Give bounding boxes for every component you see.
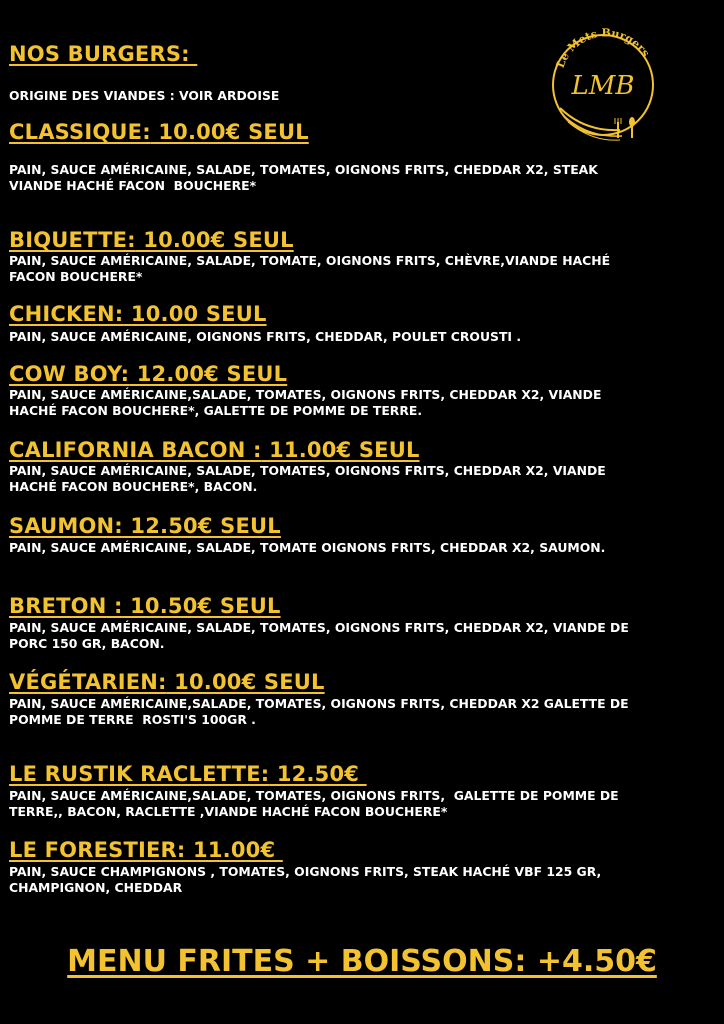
burger-description: PAIN, SAUCE AMÉRICAINE, SALADE, TOMATE OIGNONS FRITS, CHEDDAR X2, SAUMON. xyxy=(9,540,606,555)
logo-monogram: LMB xyxy=(571,71,635,101)
burger-description: PAIN, SAUCE AMÉRICAINE, SALADE, TOMATES, OIGNONS FRITS, CHEDDAR X2, STEAK VIANDE HACHÉ FACON BOUCHERE* xyxy=(9,162,598,193)
menu-option-banner: MENU FRITES + BOISSONS: +4.50€ xyxy=(67,944,657,979)
burger-description: PAIN, SAUCE CHAMPIGNONS , TOMATES, OIGNONS FRITS, STEAK HACHÉ VBF 125 GR, CHAMPIGNON, CHEDDAR xyxy=(9,864,602,895)
logo-brand-text: Le Mets Burgers xyxy=(553,26,653,70)
cutlery-plate-icon xyxy=(540,22,666,148)
burger-title xyxy=(9,120,309,144)
burger-name: LE RUSTIK RACLETTE: xyxy=(9,762,270,786)
burger-price: 12.00€ SEUL xyxy=(129,362,288,386)
burger-description: PAIN, SAUCE AMÉRICAINE, SALADE, TOMATES, OIGNONS FRITS, CHEDDAR X2, VIANDE DE PORC 150 GR, BACON. xyxy=(9,620,629,651)
burger-title xyxy=(9,670,325,694)
burger-title xyxy=(9,438,420,462)
burger-name: CALIFORNIA BACON : xyxy=(9,438,262,462)
svg-text:Le Mets Burgers xyxy=(554,26,653,69)
restaurant-logo xyxy=(540,22,666,148)
burger-description: PAIN, SAUCE AMÉRICAINE, SALADE, TOMATE, OIGNONS FRITS, CHÈVRE,VIANDE HACHÉ FACON BOUCHERE* xyxy=(9,253,611,284)
burger-title xyxy=(9,594,281,618)
burger-title xyxy=(9,838,283,862)
burger-description: PAIN, SAUCE AMÉRICAINE,SALADE, TOMATES, OIGNONS FRITS, GALETTE DE POMME DE TERRE,, BACON, RACLETTE ,VIANDE HACHÉ FACON BOUCHERE* xyxy=(9,788,619,819)
burger-description: PAIN, SAUCE AMÉRICAINE, OIGNONS FRITS, CHEDDAR, POULET CROUSTI . xyxy=(9,329,522,344)
burger-name: BRETON : xyxy=(9,594,123,618)
burger-description: PAIN, SAUCE AMÉRICAINE,SALADE, TOMATES, OIGNONS FRITS, CHEDDAR X2, VIANDE HACHÉ FACON BOUCHERE*, GALETTE DE POMME DE TERRE. xyxy=(9,387,602,418)
burger-price: 11.00€ SEUL xyxy=(261,438,420,462)
burger-name: LE FORESTIER: xyxy=(9,838,186,862)
burger-title xyxy=(9,362,287,386)
menu-title: NOS BURGERS: xyxy=(9,42,198,66)
burger-name: SAUMON: xyxy=(9,514,123,538)
burger-name: VÉGÉTARIEN: xyxy=(9,670,167,694)
burger-title xyxy=(9,228,294,252)
burger-price: 12.50€ xyxy=(269,762,367,786)
burger-price: 11.00€ xyxy=(185,838,283,862)
burger-name: CHICKEN: xyxy=(9,302,124,326)
burger-title xyxy=(9,514,281,538)
burger-description: PAIN, SAUCE AMÉRICAINE,SALADE, TOMATES, OIGNONS FRITS, CHEDDAR X2 GALETTE DE POMME DE TERRE ROSTI'S 100GR . xyxy=(9,696,629,727)
burger-name: CLASSIQUE: xyxy=(9,120,151,144)
burger-title xyxy=(9,762,367,786)
burger-price: 10.00€ SEUL xyxy=(135,228,294,252)
meat-origin-note: ORIGINE DES VIANDES : VOIR ARDOISE xyxy=(9,88,280,103)
burger-price: 10.00€ SEUL xyxy=(150,120,309,144)
burger-title xyxy=(9,302,267,326)
burger-price: 10.50€ SEUL xyxy=(122,594,281,618)
burger-name: BIQUETTE: xyxy=(9,228,136,252)
burger-description: PAIN, SAUCE AMÉRICAINE, SALADE, TOMATES, OIGNONS FRITS, CHEDDAR X2, VIANDE HACHÉ FACON BOUCHERE*, BACON. xyxy=(9,463,606,494)
burger-name: COW BOY: xyxy=(9,362,130,386)
burger-price: 10.00€ SEUL xyxy=(166,670,325,694)
burger-price: 10.00 SEUL xyxy=(123,302,267,326)
burger-price: 12.50€ SEUL xyxy=(122,514,281,538)
